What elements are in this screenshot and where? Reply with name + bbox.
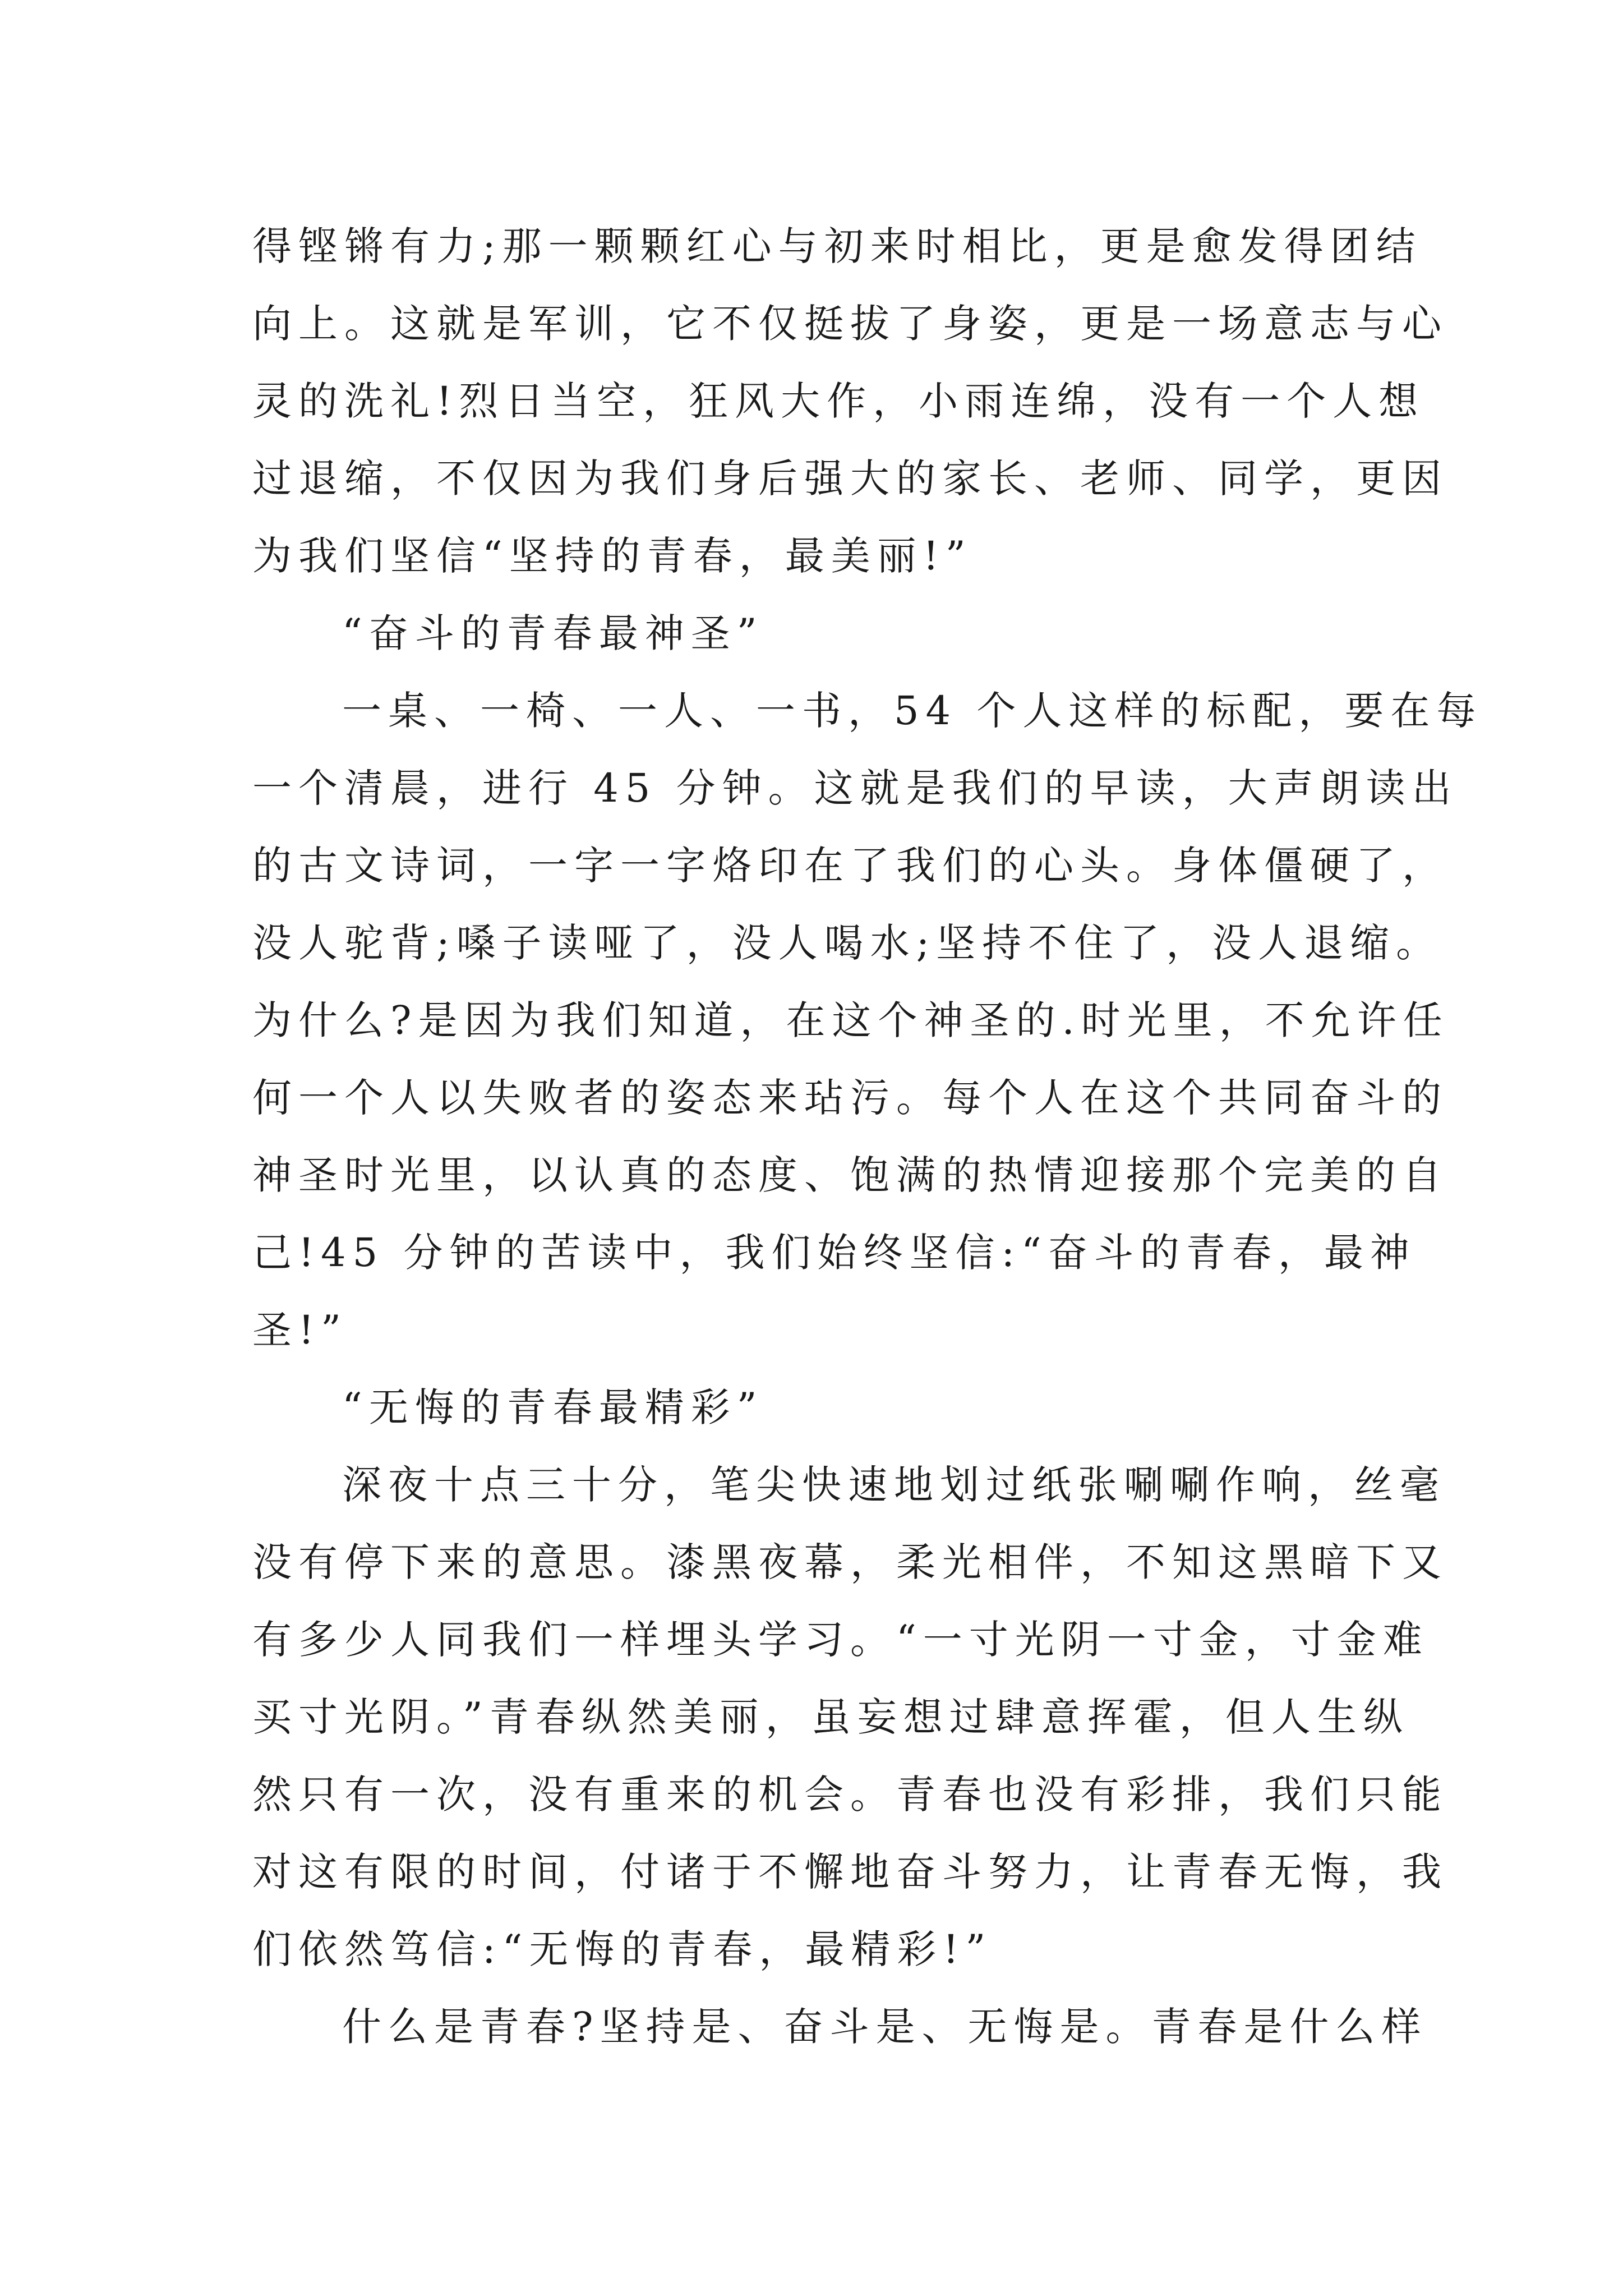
text-line: 何一个人以失败者的姿态来玷污。每个人在这个共同奋斗的 (252, 1075, 1448, 1121)
text-line: 一桌、一椅、一人、一书，54 个人这样的标配，要在每 (342, 688, 1483, 734)
text-line: 向上。这就是军训，它不仅挺拔了身姿，更是一场意志与心 (252, 301, 1448, 347)
text-line: 为我们坚信“坚持的青春，最美丽!” (252, 533, 972, 579)
text-line: 们依然笃信:“无悔的青春，最精彩!” (252, 1926, 993, 1972)
text-line: 深夜十点三十分，笔尖快速地划过纸张唰唰作响，丝毫 (342, 1462, 1446, 1508)
text-line: “无悔的青春最精彩” (342, 1384, 764, 1430)
text-line: 没人驼背;嗓子读哑了，没人喝水;坚持不住了，没人退缩。 (252, 920, 1442, 966)
text-line: 对这有限的时间，付诸于不懈地奋斗努力，让青春无悔，我 (252, 1849, 1448, 1895)
text-line: 圣!” (252, 1307, 348, 1353)
text-line: 为什么?是因为我们知道，在这个神圣的.时光里，不允许任 (252, 997, 1449, 1043)
text-line: 过退缩，不仅因为我们身后强大的家长、老师、同学，更因 (252, 455, 1448, 501)
text-line: 己!45 分钟的苦读中，我们始终坚信:“奋斗的青春，最神 (252, 1230, 1416, 1276)
text-line: 神圣时光里，以认真的态度、饱满的热情迎接那个完美的自 (252, 1152, 1448, 1198)
text-line: 一个清晨，进行 45 分钟。这就是我们的早读，大声朗读出 (252, 765, 1458, 811)
text-line: 得铿锵有力;那一颗颗红心与初来时相比，更是愈发得团结 (252, 223, 1422, 269)
text-line: “奋斗的青春最神圣” (342, 610, 764, 656)
text-line: 然只有一次，没有重来的机会。青春也没有彩排，我们只能 (252, 1772, 1448, 1818)
text-line: 有多少人同我们一样埋头学习。“一寸光阴一寸金，寸金难 (252, 1617, 1429, 1663)
text-line: 买寸光阴。”青春纵然美丽，虽妄想过肆意挥霍，但人生纵 (252, 1694, 1409, 1740)
text-line: 什么是青春?坚持是、奋斗是、无悔是。青春是什么样 (342, 2004, 1428, 2050)
text-line: 的古文诗词，一字一字烙印在了我们的心头。身体僵硬了， (252, 843, 1448, 889)
text-line: 没有停下来的意思。漆黑夜幕，柔光相伴，不知这黑暗下又 (252, 1539, 1448, 1585)
document-body (252, 208, 1483, 2065)
text-line: 灵的洗礼!烈日当空，狂风大作，小雨连绵，没有一个人想 (252, 378, 1425, 424)
